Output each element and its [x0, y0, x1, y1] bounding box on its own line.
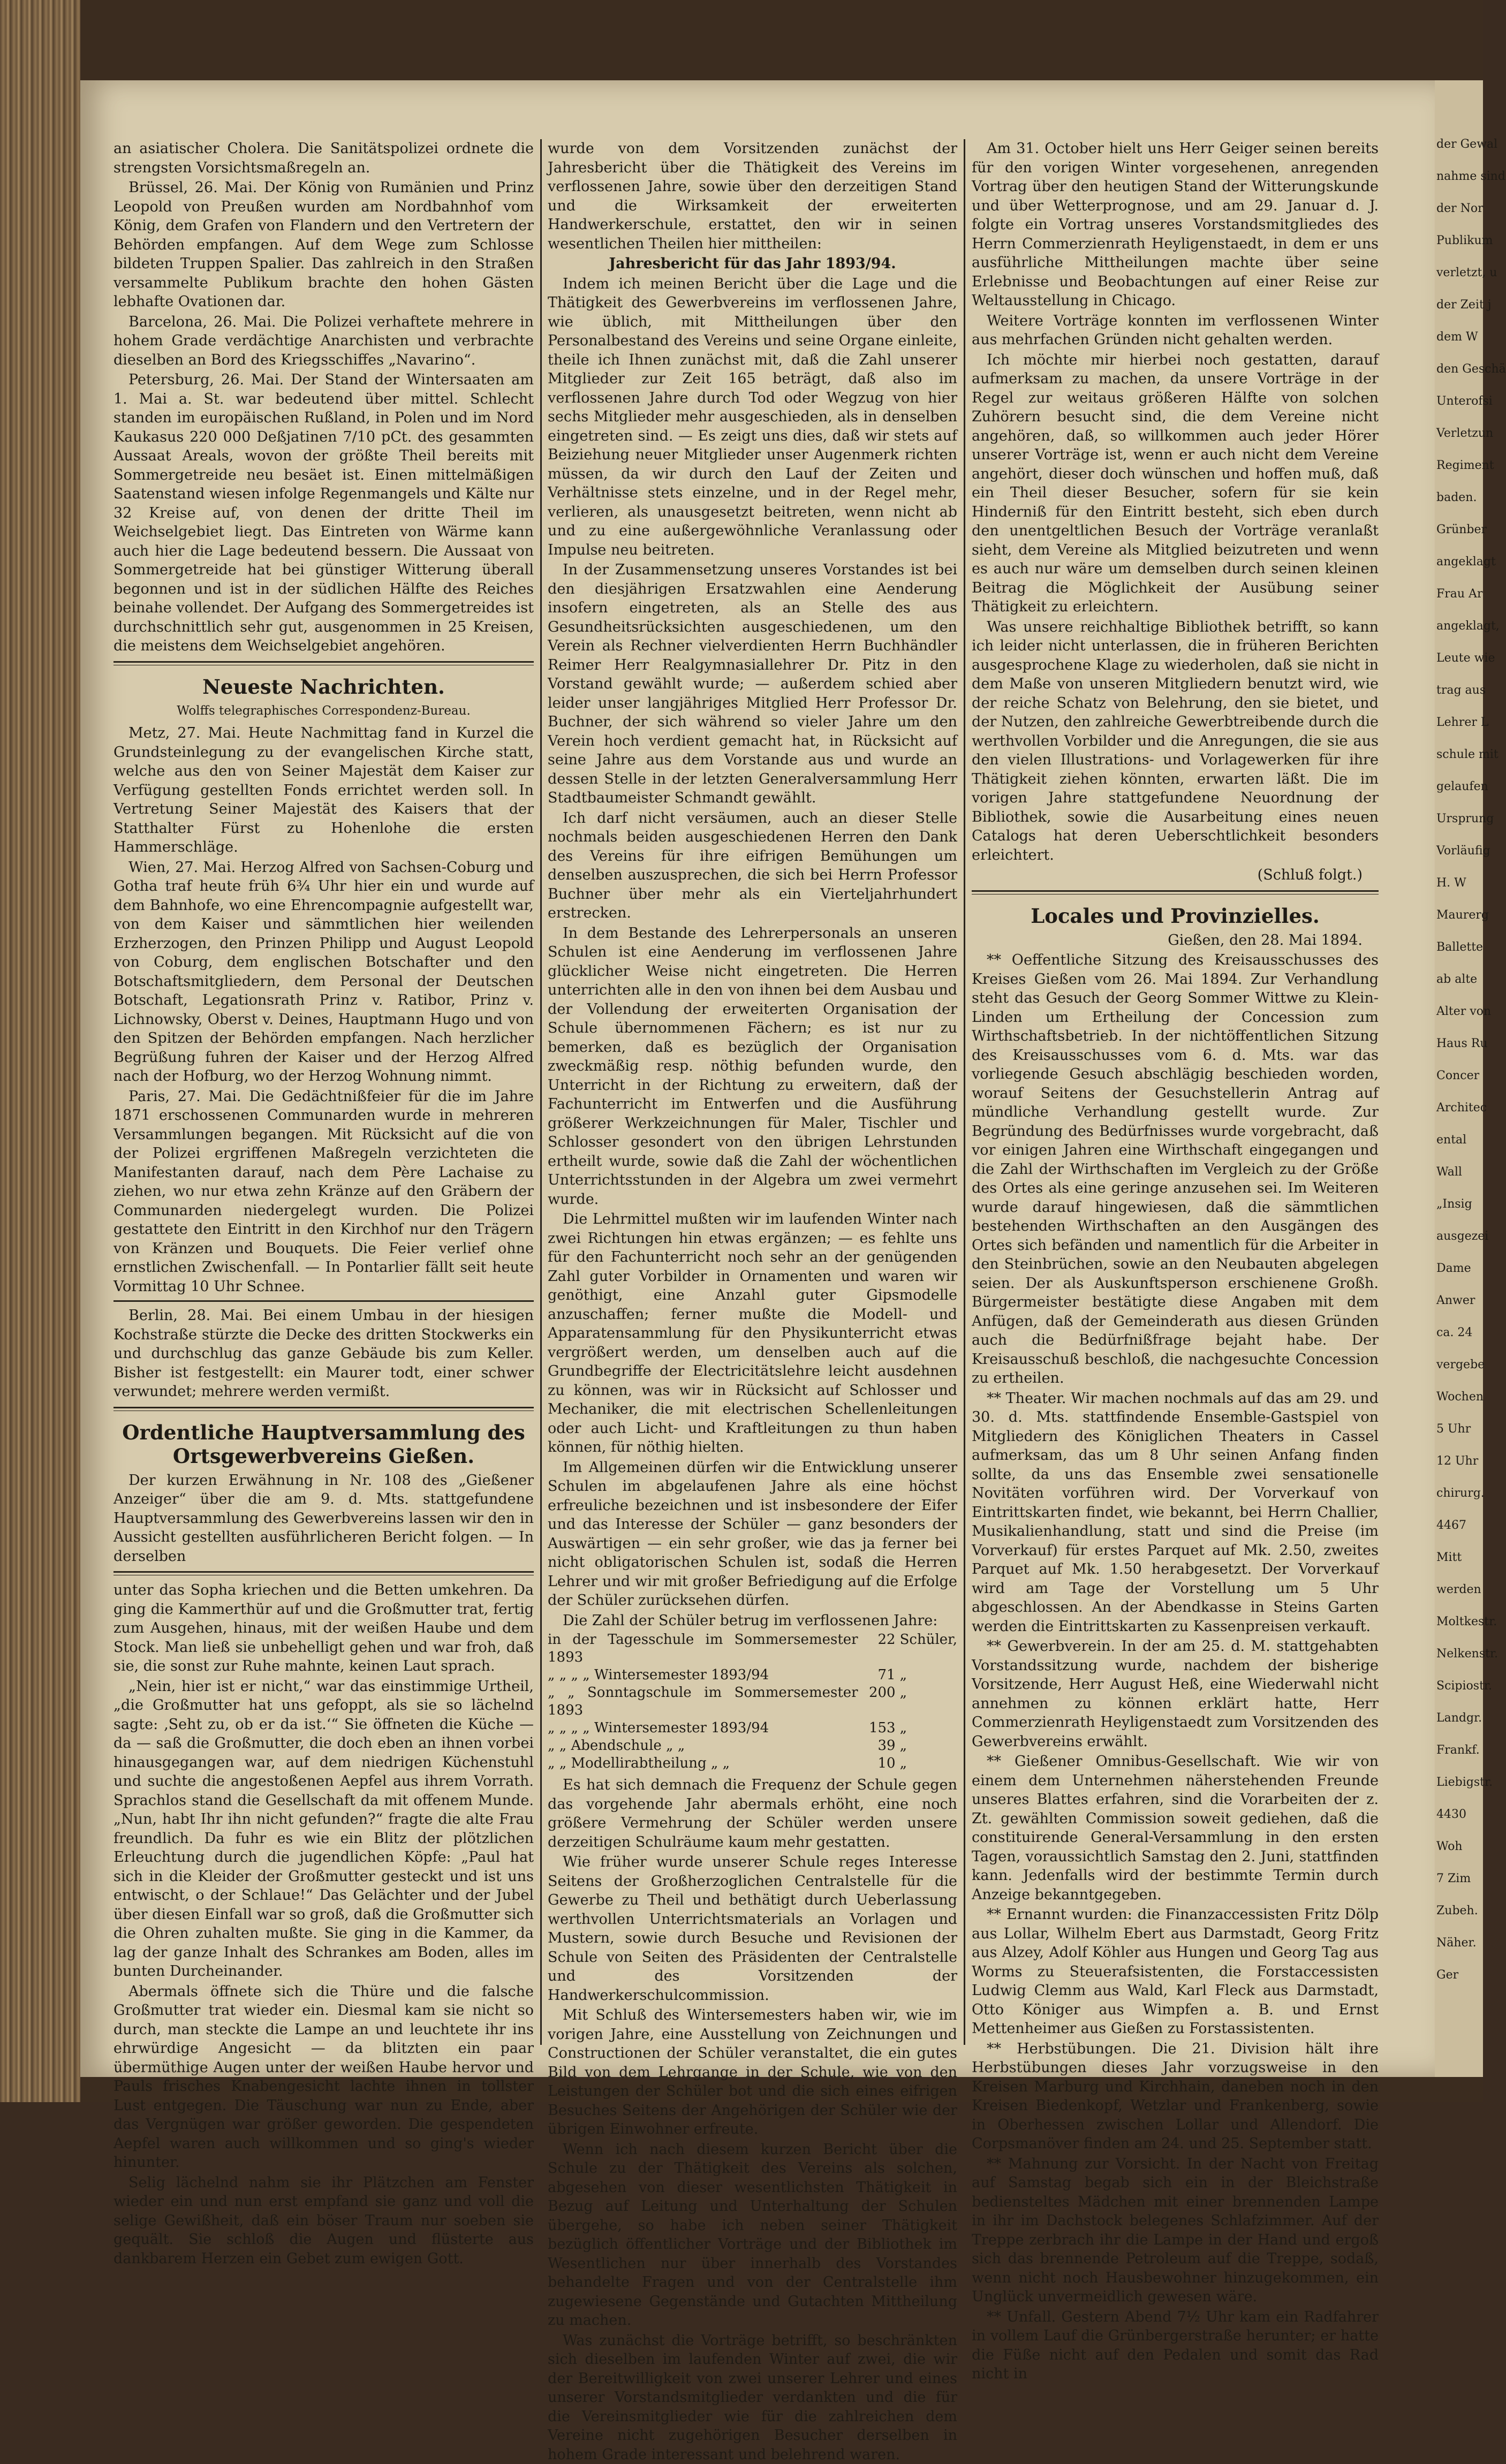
double-divider — [113, 1407, 534, 1411]
table-cell: in der Tagesschule im Sommersemester 1893 — [548, 1631, 858, 1666]
fragment-text: 5 Uhr — [1436, 1421, 1482, 1437]
table-cell: 10 — [858, 1755, 896, 1772]
table-cell: „ — [896, 1684, 957, 1719]
article-paragraph: Der kurzen Erwähnung in Nr. 108 des „Gießener Anzeiger“ über die am 9. d. Mts. stattgefundene Hauptversammlung des Gewerbvereins lassen wir den in Aussicht gestellten ausführlicheren Bericht folgen. — In derselben — [113, 1471, 534, 1566]
double-divider — [113, 1571, 534, 1575]
fragment-text: Alter von — [1436, 1004, 1482, 1020]
table-cell: 200 — [858, 1684, 896, 1719]
fragment-text: gelaufen — [1436, 779, 1482, 795]
fragment-text: Unterofsi — [1436, 393, 1482, 410]
column-2 — [548, 139, 957, 2050]
article-paragraph: an asiatischer Cholera. Die Sanitätspolizei ordnete die strengsten Vorsichtsmaßregeln an. — [113, 139, 534, 177]
article-paragraph: Wien, 27. Mai. Herzog Alfred von Sachsen-Coburg und Gotha traf heute früh 6¾ Uhr hier ein und wurde auf dem Bahnhofe, wo eine Ehrencompagnie aufgestellt war, von dem Kaiser und sämmtlichen hier weilenden Erzherzogen, den Prinzen Philipp und August Leopold von Coburg, dem englischen Botschafter und den Botschaftsmitgliedern, dem Personal der Deutschen Botschaft, Legationsrath Prinz v. Ratibor, Prinz v. Lichnowsky, Oberst v. Deines, Hauptmann Hugo und von den Spitzen der Behörden empfangen. Nach herzlicher Begrüßung fuhren der Kaiser und der Herzog Alfred nach der Hofburg, wo der Herzog Wohnung nimmt. — [113, 858, 534, 1086]
article-paragraph: Was zunächst die Vorträge betrifft, so beschränkten sich dieselben im laufenden Winter auf zwei, die wir der Bereitwilligkeit von zwei unserer Lehrer und eines unserer Vorstandsmitglieder verdankten und die für die Vereinsmitglieder wie für die zahlreichen dem Vereine nicht zugehörigen Besucher derselben in hohem Grade interessant und belehrend waren. — [548, 2331, 957, 2464]
fragment-text: Moltkestr. — [1436, 1614, 1482, 1630]
fragment-text: der Zeit j — [1436, 297, 1482, 313]
article-paragraph: Abermals öffnete sich die Thüre und die falsche Großmutter trat wieder ein. Diesmal kam sie nicht so durch, man steckte die Lampe an und leuchtete ihr ins ehrwürdige Angesicht — da blitzten ein paar übermüthige Augen unter der weißen Haube hervor und Pauls frisches Knabengesicht lachte ihnen in tollster Lust entgegen. Die Täuschung war nun zu Ende, aber das Vergnügen war größer geworden. Die gespendeten Aepfel waren auch willkommen und so ging's wieder hinunter. — [113, 1982, 534, 2172]
fragment-text: Maurerg — [1436, 907, 1482, 923]
fragment-text: Anwer — [1436, 1293, 1482, 1309]
table-row — [548, 1631, 957, 1666]
fragment-text: vergebe — [1436, 1357, 1482, 1373]
fragment-text: 4467 — [1436, 1518, 1482, 1534]
fragment-text: der Nor — [1436, 201, 1482, 217]
fragment-text: angeklagt — [1436, 554, 1482, 570]
column-3 — [972, 139, 1379, 2050]
fragment-text: Scipiostr. — [1436, 1678, 1482, 1694]
article-paragraph: ** Oeffentliche Sitzung des Kreisausschusses des Kreises Gießen vom 26. Mai 1894. Zur Verhandlung steht das Gesuch der Georg Sommer Wittwe zu Klein-Linden um Ertheilung der Concession zum Wirthschaftsbetrieb. In der nichtöffentlichen Sitzung des Kreisausschusses vom 6. d. Mts. war das vorliegende Gesuch abschlägig beschieden worden, worauf Seitens der Gesuchstellerin Antrag auf mündliche Verhandlung gestellt wurde. Zur Begründung des Bedürfnisses wurde vorgebracht, daß vor einigen Jahren eine Wirthschaft eingegangen und die Zahl der Wirthschaften im Vergleich zu der Größe des Ortes als eine geringe anzusehen sei. Im Weiteren wurde darauf hingewiesen, daß die sämmtlichen bestehenden Wirthschaften an den Ausgängen des Ortes sich befänden und namentlich für die Arbeiter in den Steinbrüchen, sowie an den Neubauten abgelegen seien. Der als Auskunftsperson erschienene Großh. Bürgermeister bestätigte diese Angaben mit dem Anfügen, daß der Gemeinderath aus diesen Gründen auch die Bedürfnißfrage bejaht habe. Der Kreisausschuß beschloß, die nachgesuchte Concession zu ertheilen. — [972, 951, 1379, 1388]
article-paragraph: Indem ich meinen Bericht über die Lage und die Thätigkeit des Gewerbvereins im verflossenen Jahre, wie üblich, mit Mittheilungen über den Personalbestand des Vereins und seine Organe einleite, theile ich Ihnen zunächst mit, daß die Zahl unserer Mitglieder zur Zeit 165 beträgt, daß also im verflossenen Jahre durch Tod oder Wegzug von hier sechs Mitglieder mehr ausgeschieden, als in denselben eingetreten sind. — Es zeigt uns dies, daß wir stets auf Beiziehung neuer Mitglieder unser Augenmerk richten müssen, da wir durch den Lauf der Zeiten und Verhältnisse stets einzelne, und in der Regel mehr, verlieren, als unausgesetzt beitreten, wenn nicht ab und zu eine außergewöhnliche Veranlassung oder Impulse neu beitreten. — [548, 275, 957, 560]
fragment-text: Frankf. — [1436, 1742, 1482, 1758]
column-rule — [540, 139, 542, 2045]
fragment-text: Liebigstr. — [1436, 1775, 1482, 1791]
fragment-text: ental — [1436, 1132, 1482, 1148]
article-paragraph: ** Theater. Wir machen nochmals auf das am 29. und 30. d. Mts. stattfindende Ensemble-Gastspiel von Mitgliedern des Königlichen Theaters in Cassel aufmerksam, das um 8 Uhr seinen Anfang finden sollte, da uns das Ensemble zwei sensationelle Novitäten vorführen wird. Der Vorverkauf von Eintrittskarten findet, wie bekannt, bei Herrn Challier, Musikalienhandlung, statt und sind die Preise (im Vorverkauf) für erstes Parquet auf Mk. 2.50, zweites Parquet auf Mk. 1.50 herabgesetzt. Der Vorverkauf wird am Tage der Vorstellung um 5 Uhr abgeschlossen. An der Abendkasse in Steins Garten werden die Eintrittskarten zu Kassenpreisen verkauft. — [972, 1389, 1379, 1636]
column-rule — [964, 139, 965, 2045]
table-cell: 22 — [858, 1631, 896, 1666]
article-paragraph: Petersburg, 26. Mai. Der Stand der Wintersaaten am 1. Mai a. St. war bedeutend über mittel. Schlecht standen im europäischen Rußland, in Polen und im Nord Kaukasus 220 000 Deßjatinen 7/10 pCt. des gesammten Aussaat Areals, wovon der größte Theil bereits mit Sommergetreide neu besäet ist. Einen mittelmäßigen Saatenstand wiesen infolge Regenmangels und Kälte nur 32 Kreise auf, von denen der dritte Theil im Weichselgebiet liegt. Das Eintreten von Wärme kann auch hier die Lage bedeutend bessern. Die Aussaat von Sommergetreide hat bei günstiger Witterung überall begonnen und ist in der südlichen Hälfte des Reiches beinahe vollendet. Der Aufgang des Sommergetreides ist durchschnittlich sehr gut, ausgenommen in 25 Kreisen, die meistens dem Weichselgebiet angehören. — [113, 370, 534, 656]
article-paragraph: ** Gewerbverein. In der am 25. d. M. stattgehabten Vorstandssitzung wurde, nachdem der bisherige Vorsitzende, Herr August Heß, eine Wiederwahl nicht annehmen zu können erklärt hatte, Herr Commerzienrath Heyligenstaedt zum Vorsitzenden des Gewerbvereins erwählt. — [972, 1637, 1379, 1751]
article-paragraph: unter das Sopha kriechen und die Betten umkehren. Da ging die Kammerthür auf und die Großmutter trat, fertig zum Ausgehen, hinaus, mit der weißen Haube und dem Stock. Man ließ sie unbehelligt gehen und war froh, daß sie, die sonst zur Ruhe mahnte, keinen Laut sprach. — [113, 1581, 534, 1676]
fragment-text: Mitt — [1436, 1550, 1482, 1566]
table-cell: Schüler, — [896, 1631, 957, 1666]
table-cell: „ „ Sonntagschule im Sommersemester 1893 — [548, 1684, 858, 1719]
table-cell: 71 — [858, 1666, 896, 1684]
fragment-text: Lehrer L — [1436, 715, 1482, 731]
fragment-text: Architec — [1436, 1100, 1482, 1116]
table-cell: „ „ „ „ Wintersemester 1893/94 — [548, 1666, 858, 1684]
table-cell: „ — [896, 1737, 957, 1755]
article-paragraph: Paris, 27. Mai. Die Gedächtnißfeier für die im Jahre 1871 erschossenen Communarden wurde in mehreren Versammlungen begangen. Mit Rücksicht auf die von der Polizei ergriffenen Maßregeln verzichteten die Manifestanten darauf, nach dem Père Lachaise zu ziehen, wo nur etwa zehn Kränze auf den Gräbern der Communarden niedergelegt wurden. Die Polizei gestattete den Eintritt in den Kirchhof nur den Trägern von Kränzen und Bouquets. Die Feier verlief ohne ernstlichen Zwischenfall. — In Pontarlier fällt seit heute Vormittag 10 Uhr Schnee. — [113, 1087, 534, 1297]
divider — [113, 1300, 534, 1302]
fragment-text: Näher. — [1436, 1935, 1482, 1951]
article-paragraph: Barcelona, 26. Mai. Die Polizei verhaftete mehrere in hohem Grade verdächtige Anarchisten und verbrachte dieselben an Bord des Kriegsschiffes „Navarino“. — [113, 313, 534, 370]
fragment-text: Leute wie — [1436, 650, 1482, 666]
article-paragraph: Wie früher wurde unserer Schule reges Interesse Seitens der Großherzoglichen Centralstelle für die Gewerbe zu Theil und bethätigt durch Ueberlassung werthvollen Unterrichtsmaterials an Vorlagen und Mustern, sowie durch Besuche und Revisionen der Schule von Seiten des Präsidenten der Centralstelle und des Vorsitzenden der Handwerkerschulcommission. — [548, 1853, 957, 2005]
article-paragraph: In dem Bestande des Lehrerpersonals an unseren Schulen ist eine Aenderung im verflossenen Jahre glücklicher Weise nicht eingetreten. Die Herren unterrichten alle in den von ihnen bei dem Ausbau und der Vollendung der erweiterten Organisation der Schule übernommenen Fächern; es ist nur zu bemerken, daß es bezüglich der Organisation zweckmäßig resp. nöthig befunden wurde, den Unterricht in der Richtung zu erweitern, daß der Fachunterricht im Entwerfen und die Ausführung größerer Werkzeichnungen für Maler, Tischler und Schlosser gesondert von den übrigen Lehrstunden ertheilt wurde, sowie daß die Zahl der wöchentlichen Unterrichtsstunden in der Algebra um zwei vermehrt wurde. — [548, 924, 957, 1209]
fragment-text: „Insig — [1436, 1196, 1482, 1212]
article-paragraph: ** Ernannt wurden: die Finanzaccessisten Fritz Dölp aus Lollar, Wilhelm Ebert aus Darmstadt, Georg Fritz aus Alzey, Adolf Köhler aus Hungen und Georg Tag aus Worms zu Steuerafsistenten, die Forstaccessisten Ludwig Clemm aus Wald, Karl Fleck aus Darmstadt, Otto Königer aus Wimpfen a. B. und Ernst Mettenheimer aus Gießen zu Forstassistenten. — [972, 1905, 1379, 2038]
article-paragraph: Es hat sich demnach die Frequenz der Schule gegen das vorgehende Jahr abermals erhöht, eine noch größere Vermehrung der Schüler werden unsere derzeitigen Schulräume kaum mehr gestatten. — [548, 1776, 957, 1852]
fragment-text: nahme sind — [1436, 169, 1482, 185]
table-cell: „ „ Abendschule „ „ — [548, 1737, 858, 1755]
double-divider — [972, 890, 1379, 894]
fragment-text: Grünber — [1436, 522, 1482, 538]
article-paragraph: Brüssel, 26. Mai. Der König von Rumänien und Prinz Leopold von Preußen wurden am Nordbahnhof vom König, dem Grafen von Flandern und den Vertretern der Behörden empfangen. Auf dem Wege zum Schlosse bildeten Truppen Spalier. Das zahlreich in den Straßen versammelte Publikum brachte den hohen Gästen lebhafte Ovationen dar. — [113, 178, 534, 312]
fragment-text: Nelkenstr. — [1436, 1646, 1482, 1662]
article-paragraph: Wenn ich nach diesem kurzen Bericht über die Schule zu der Thätigkeit des Vereins als solchen, abgesehen von dieser wesentlichsten Thätigkeit in Bezug auf Leitung und Unterhaltung der Schulen übergehe, so habe ich neben seiner Thätigkeit bezüglich öffentlicher Vorträge und der Bibliothek im Wesentlichen nur über innerhalb des Vorstandes behandelte Fragen und von der Centralstelle ihm zugewiesene Gegenstände und Gutachten Mittheilung zu machen. — [548, 2140, 957, 2330]
fragment-text: Regiment — [1436, 458, 1482, 474]
fragment-text: ausgezei — [1436, 1229, 1482, 1245]
fragment-text: Ursprung — [1436, 811, 1482, 827]
fragment-text: trag aus — [1436, 683, 1482, 699]
enrollment-table — [548, 1631, 957, 1772]
table-cell: „ — [896, 1666, 957, 1684]
article-paragraph: Am 31. October hielt uns Herr Geiger seinen bereits für den vorigen Winter vorgesehenen, anregenden Vortrag über den heutigen Stand der Witterungskunde und über Wetterprognose, und am 29. Januar d. J. folgte ein Vortrag unseres Vorstandsmitgliedes des Herrn Commerzienrath Heyligenstaedt, in dem er uns ausführliche Mittheilungen machte über seine Erlebnisse und Beobachtungen auf einer Reise zur Weltausstellung in Chicago. — [972, 139, 1379, 310]
table-cell: 153 — [858, 1719, 896, 1737]
article-paragraph: ** Mahnung zur Vorsicht. In der Nacht von Freitag auf Samstag begab sich ein in der Bleichstraße bediensteltes Mädchen mit einer brennenden Lampe in ihr im Dachstock belegenes Schlafzimmer. Auf der Treppe zerbrach ihr die Lampe in der Hand und ergoß sich das brennende Petroleum auf die Treppe, sodaß, wenn nicht noch Hausbewohner hinzugekommen, ein Unglück unvermeidlich gewesen wäre. — [972, 2155, 1379, 2307]
article-paragraph: ** Gießener Omnibus-Gesellschaft. Wie wir von einem dem Unternehmen näherstehenden Freunde unseres Blattes erfahren, sind die Vorarbeiten der z. Zt. gewählten Commission soweit gediehen, daß die constituirende General-Versammlung in den ersten Tagen, voraussichtlich Samstag den 2. Juni, stattfinden kann. Jedenfalls wird der bestimmte Termin durch Anzeige bekanntgegeben. — [972, 1752, 1379, 1904]
fragment-text: den Geschä — [1436, 361, 1482, 377]
section-heading: Neueste Nachrichten. — [113, 675, 534, 699]
report-title: Jahresbericht für das Jahr 1893/94. — [548, 254, 957, 274]
article-paragraph: Was unsere reichhaltige Bibliothek betrifft, so kann ich leider nicht unterlassen, die in früheren Berichten ausgesprochene Klage zu wiederholen, daß sie nicht in dem Maße von unseren Mitgliedern benutzt wird, wie der reiche Schatz von Belehrung, den sie bietet, und der Nutzen, den zahlreiche Gewerbtreibende durch die werthvollen Vorbilder und die Anregungen, die sie aus den vielen Illustrations- und Vorlagewerken für ihre Thätigkeit ziehen könnten, erwarten läßt. Die im vorigen Jahre stattgefundene Neuordnung der Bibliothek, sowie die Ausarbeitung eines neuen Catalogs hat deren Ueberschtlichkeit besonders erleichtert. — [972, 618, 1379, 865]
table-cell: „ — [896, 1755, 957, 1772]
table-cell: „ — [896, 1719, 957, 1737]
table-row — [548, 1684, 957, 1719]
fragment-text: Publikum — [1436, 233, 1482, 249]
table-row — [548, 1755, 957, 1772]
fragment-text: Landgr. — [1436, 1710, 1482, 1726]
dateline: (Schluß folgt.) — [972, 866, 1379, 885]
article-paragraph: Die Zahl der Schüler betrug im verflossenen Jahre: — [548, 1611, 957, 1631]
fragment-text: dem W — [1436, 329, 1482, 345]
table-row — [548, 1737, 957, 1755]
fragment-text: Concer — [1436, 1068, 1482, 1084]
article-paragraph: ** Herbstübungen. Die 21. Division hält ihre Herbstübungen dieses Jahr vorzugsweise in den Kreisen Marburg und Kirchhain, daneben noch in den Kreisen Biedenkopf, Wetzlar und Frankenberg, sowie in Oberhessen zwischen Lollar und Allendorf. Die Corpsmanöver finden am 24. und 25. September statt. — [972, 2040, 1379, 2154]
fragment-text: Dame — [1436, 1261, 1482, 1277]
table-cell: 39 — [858, 1737, 896, 1755]
article-paragraph: Mit Schluß des Wintersemesters haben wir, wie im vorigen Jahre, eine Ausstellung von Zeichnungen und Constructionen der Schüler veranstaltet, die ein gutes Bild von dem Lehrgange in der Schule, wie von den Leistungen der Schüler bot und die sich eines eifrigen Besuches Seitens der Angehörigen der Schüler wie der übrigen Einwohner erfreute. — [548, 2006, 957, 2139]
column-1 — [113, 139, 534, 2050]
article-paragraph: Ich möchte mir hierbei noch gestatten, darauf aufmerksam zu machen, da unsere Vorträge in der Regel zur weitaus größeren Hälfte von solchen Zuhörern besucht sind, die dem Vereine nicht angehören, daß, so willkommen auch jeder Hörer unserer Vorträge ist, wenn er auch nicht dem Vereine angehört, dieser doch wünschen und hoffen muß, daß ein Theil dieser Besucher, sofern für sie kein Hinderniß für den Eintritt besteht, sich eben durch den unentgeltlichen Besuch der Vorträge veranlaßt sieht, dem Vereine als Mitglied beizutreten und wenn es auch nur wäre um demselben durch seinen kleinen Beitrag die Möglichkeit der Ausübung seiner Thätigkeit zu erleichtern. — [972, 351, 1379, 617]
section-subheading: Wolffs telegraphisches Correspondenz-Bureau. — [113, 702, 534, 721]
fragment-text: der Gewal — [1436, 137, 1482, 153]
article-paragraph: „Nein, hier ist er nicht,“ war das einstimmige Urtheil, „die Großmutter hat uns gefoppt, als sie so lächelnd sagte: ‚Seht zu, ob er da ist.‘“ Sie öffneten die Küche — da — saß die Großmutter, die doch eben an ihnen vorbei hinausgegangen war, auf dem niedrigen Küchenstuhl und suchte die angestoßenen Aepfel aus ihrem Vorrath. Sprachlos stand die Gesellschaft da mit offenem Munde. „Nun, habt Ihr ihn nicht gefunden?“ fragte die alte Frau freundlich. Da fuhr es wie ein Blitz der plötzlichen Erleuchtung durch die jugendlichen Köpfe: „Paul hat sich in die Kleider der Großmutter gesteckt und ist uns entwischt, o der Schlaue!“ Das Gelächter und der Jubel über diesen Einfall war so groß, daß die Großmutter sich die Ohren zuhalten mußte. Sie ging in die Kammer, da lag der ganze Inhalt des Schrankes am Boden, alles im bunten Durcheinander. — [113, 1677, 534, 1981]
fragment-text: Ger — [1436, 1967, 1482, 1983]
double-divider — [113, 661, 534, 665]
dateline: Gießen, den 28. Mai 1894. — [972, 931, 1379, 950]
book-spine — [0, 0, 80, 2102]
fragment-text: 12 Uhr — [1436, 1453, 1482, 1469]
fragment-text: Vorläufig — [1436, 843, 1482, 859]
fragment-text: Verletzun — [1436, 426, 1482, 442]
table-cell: „ „ Modellirabtheilung „ „ — [548, 1755, 858, 1772]
fragment-text: angeklagt, — [1436, 618, 1482, 634]
fragment-text: chirurg. — [1436, 1485, 1482, 1502]
fragment-text: baden. — [1436, 490, 1482, 506]
article-paragraph: Berlin, 28. Mai. Bei einem Umbau in der hiesigen Kochstraße stürzte die Decke des dritten Stockwerks ein und durchschlug das ganze Gebäude bis zum Keller. Bisher ist festgestellt: ein Maurer todt, einer schwer verwundet; mehrere werden vermißt. — [113, 1306, 534, 1401]
fragment-text: Ballette — [1436, 939, 1482, 956]
fragment-text: ca. 24 — [1436, 1325, 1482, 1341]
fragment-text: werden — [1436, 1582, 1482, 1598]
article-paragraph: ** Unfall. Gestern Abend 7½ Uhr kam ein Radfahrer in vollem Lauf die Grünbergerstraße herunter; er hatte die Füße nicht auf den Pedalen und somit das Rad nicht in — [972, 2308, 1379, 2384]
table-row — [548, 1719, 957, 1737]
table-row — [548, 1666, 957, 1684]
fragment-text: Frau Ar — [1436, 586, 1482, 602]
article-paragraph: Metz, 27. Mai. Heute Nachmittag fand in Kurzel die Grundsteinlegung zu der evangelischen Kirche statt, welche aus den von Seiner Majestät dem Kaiser zur Verfügung gestellten Fonds errichtet werden soll. In Vertretung Seiner Majestät des Kaisers that der Statthalter Fürst zu Hohenlohe die ersten Hammerschläge. — [113, 724, 534, 857]
fragment-text: schule mit — [1436, 747, 1482, 763]
fragment-text: Haus Ru — [1436, 1036, 1482, 1052]
article-paragraph: Im Allgemeinen dürfen wir die Entwicklung unserer Schulen im abgelaufenen Jahre als eine höchst erfreuliche bezeichnen und ist insbesondere der Eifer und das Interesse der Schüler — ganz besonders der Auswärtigen — ein sehr großer, wie das ja ferner bei nicht obligatorischen Schulen ist, sodaß die Herren Lehrer und wir mit großer Befriedigung auf die Erfolge der Schüler zurücksehen dürfen. — [548, 1458, 957, 1610]
section-heading: Locales und Provinzielles. — [972, 904, 1379, 928]
article-paragraph: Die Lehrmittel mußten wir im laufenden Winter nach zwei Richtungen hin etwas ergänzen; — es fehlte uns für den Fachunterricht noch sehr an der genügenden Zahl guter Vorbilder in Ornamenten und waren wir genöthigt, eine Anzahl guter Gipsmodelle anzuschaffen; ferner mußte die Modell- und Apparatensammlung für den Physikunterricht etwas vergrößert werden, um denselben auch auf die Grundbegriffe der Electricitätslehre leicht ausdehnen zu können, was wir in Rücksicht auf Schlosser und Mechaniker, die mit electrischen Schellenleitungen oder auch Licht- und Kraftleitungen zu thun haben können, für nöthig hielten. — [548, 1210, 957, 1457]
table-cell: „ „ „ „ Wintersemester 1893/94 — [548, 1719, 858, 1737]
fragment-text: verletzt, u — [1436, 265, 1482, 281]
article-paragraph: Ich darf nicht versäumen, auch an dieser Stelle nochmals beiden ausgeschiedenen Herren den Dank des Vereins für ihre eifrigen Bemühungen um denselben auszusprechen, die sich bei Herrn Professor Buchner über mehr als ein Vierteljahrhundert erstrecken. — [548, 809, 957, 923]
article-paragraph: Selig lächelnd nahm sie ihr Plätzchen am Fenster wieder ein und nun erst empfand sie ganz und voll die selige Gewißheit, daß ein böser Traum nur soeben sie gequält. Sie schloß die Augen und flüsterte aus dankbarem Herzen ein Gebet zum ewigen Gott. — [113, 2173, 534, 2269]
fragment-text: Wall — [1436, 1164, 1482, 1180]
fragment-text: Wochen — [1436, 1389, 1482, 1405]
fragment-text: 4430 — [1436, 1807, 1482, 1823]
article-paragraph: In der Zusammensetzung unseres Vorstandes ist bei den diesjährigen Ersatzwahlen eine Aenderung insofern eingetreten, als an Stelle des aus Gesundheitsrücksichten ausgeschiedenen, um den Verein als Rechner vielverdienten Herrn Buchhändler Reimer Herr Realgymnasiallehrer Dr. Pitz in den Vorstand gewählt wurde; — außerdem schied aber leider unser langjähriges Mitglied Herr Professor Dr. Buchner, der sich während so vieler Jahre um den Verein hoch verdient gemacht hat, in Rücksicht auf seine Jahre aus dem Vorstande aus und wurde an dessen Stelle in der letzten Generalversammlung Herr Stadtbaumeister Schmandt gewählt. — [548, 560, 957, 808]
fragment-text: ab alte — [1436, 972, 1482, 988]
fragment-text: H. W — [1436, 875, 1482, 891]
article-paragraph: wurde von dem Vorsitzenden zunächst der Jahresbericht über die Thätigkeit des Vereins im verflossenen Jahre, sowie über den derzeitigen Stand und die Wirksamkeit der erweiterten Handwerkerschule, erstattet, den wir in seinen wesentlichen Theilen hier mittheilen: — [548, 139, 957, 253]
fragment-text: Woh — [1436, 1839, 1482, 1855]
fragment-text: 7 Zim — [1436, 1871, 1482, 1887]
fragment-text: Zubeh. — [1436, 1903, 1482, 1919]
section-heading: Ordentliche Hauptversammlung des Ortsgewerbvereins Gießen. — [113, 1421, 534, 1468]
article-paragraph: Weitere Vorträge konnten im verflossenen Winter aus mehrfachen Gründen nicht gehalten werden. — [972, 312, 1379, 350]
